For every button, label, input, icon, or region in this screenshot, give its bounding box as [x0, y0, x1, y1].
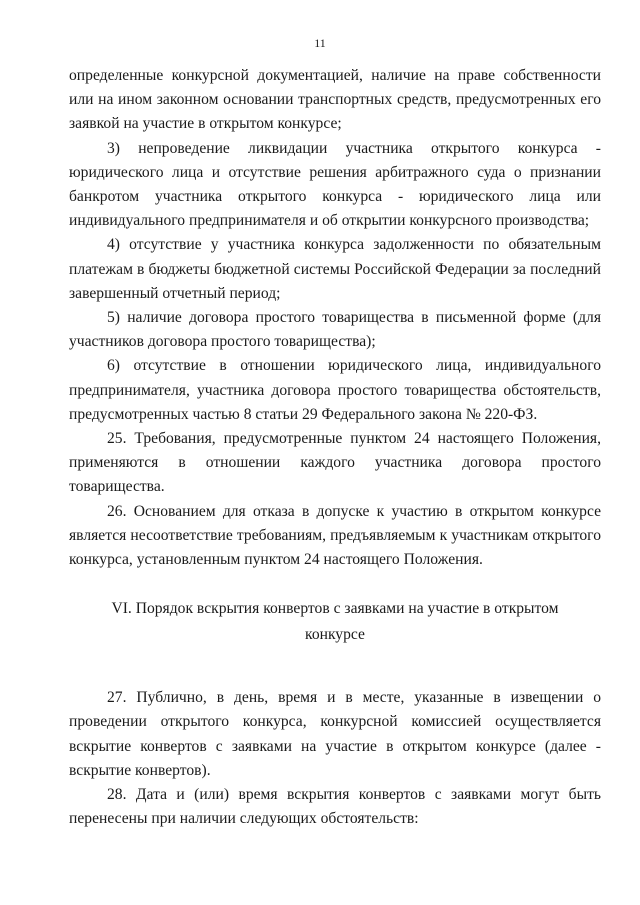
paragraph-item-3: 3) непроведение ликвидации участника открытого конкурса - юридического лица и отсутствие решения арбитражного суда о признании банкротом участника открытого конкурса - юридического лица или индивидуального предпринимателя и об открытии конкурсного производства;	[69, 139, 601, 230]
paragraph-28: 28. Дата и (или) время вскрытия конвертов с заявками могут быть перенесены при наличии следующих обстоятельств:	[69, 786, 601, 828]
paragraph-item-4: 4) отсутствие у участника конкурса задолженности по обязательным платежам в бюджеты бюджетной системы Российской Федерации за последний завершенный отчетный период;	[69, 236, 601, 302]
paragraph-26: 26. Основанием для отказа в допуске к участию в открытом конкурсе является несоответствие требованиям, предъявляемым к участникам открытого конкурса, установленным пунктом 24 настоящего Положения.	[69, 502, 601, 569]
section-heading	[69, 596, 601, 648]
paragraph-25: 25. Требования, предусмотренные пунктом 24 настоящего Положения, применяются в отношении каждого участника договора простого товарищества.	[69, 430, 601, 496]
page-number: 11	[314, 36, 326, 50]
paragraph-continuation: определенные конкурсной документацией, наличие на праве собственности или на ином законном основании транспортных средств, предусмотренных его заявкой на участие в открытом конкурсе;	[69, 67, 601, 133]
section-heading-line-1: VI. Порядок вскрытия конвертов с заявками на участие в открытом	[111, 600, 559, 618]
paragraph-item-6: 6) отсутствие в отношении юридического лица, индивидуального предпринимателя, участника договора простого товарищества обстоятельств, предусмотренных частью 8 статьи 29 Федерального закона № 220-ФЗ.	[69, 357, 601, 423]
section-heading-line-2: конкурсе	[305, 626, 365, 644]
paragraph-item-5: 5) наличие договора простого товарищества в письменной форме (для участников договора простого товарищества);	[69, 309, 601, 351]
document-body	[69, 64, 601, 831]
paragraph-27: 27. Публично, в день, время и в месте, указанные в извещении о проведении открытого конкурса, конкурсной комиссией осуществляется вскрытие конвертов с заявками на участие в открытом конкурсе (далее - вскрытие конвертов).	[69, 689, 601, 779]
